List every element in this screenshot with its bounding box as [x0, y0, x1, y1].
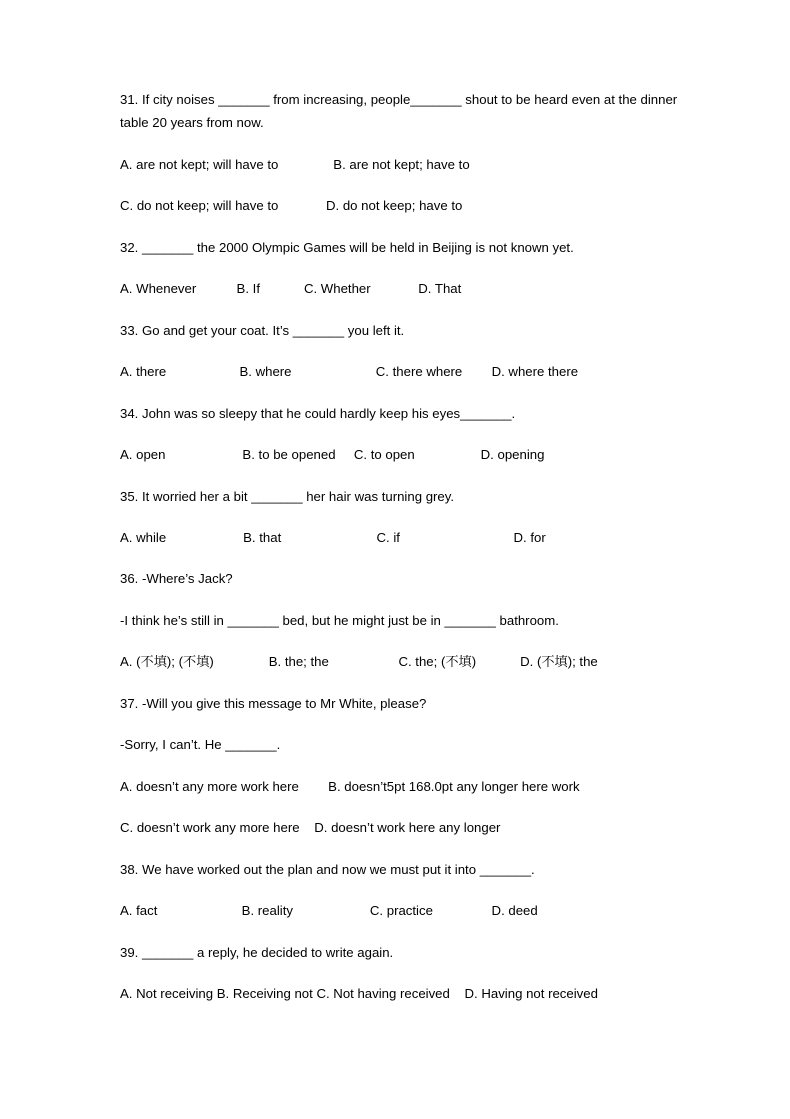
- question-32-options: A. Whenever B. If C. Whether D. That: [120, 281, 462, 297]
- question-39-options: A. Not receiving B. Receiving not C. Not having received D. Having not received: [120, 985, 598, 1001]
- question-36-stem-line-2: -I think he’s still in _______ bed, but he might just be in _______ bathroom.: [120, 612, 559, 628]
- question-33-options: A. there B. where C. there where D. where there: [120, 364, 579, 380]
- question-37: [120, 694, 685, 839]
- question-39-stem: 39. _______ a reply, he decided to write again.: [120, 944, 394, 960]
- question-38: [120, 860, 685, 922]
- question-33: [120, 321, 685, 383]
- question-31: [120, 90, 685, 217]
- question-32-stem: 32. _______ the 2000 Olympic Games will be held in Beijing is not known yet.: [120, 239, 574, 255]
- question-37-options-line-1: A. doesn’t any more work here B. doesn’t5pt 168.0pt any longer here work: [120, 778, 580, 794]
- question-37-options-line-2: C. doesn’t work any more here D. doesn’t work here any longer: [120, 820, 501, 836]
- question-36: [120, 569, 685, 672]
- question-35-stem: 35. It worried her a bit _______ her hair was turning grey.: [120, 488, 455, 504]
- question-39: [120, 943, 685, 1005]
- question-34: [120, 404, 685, 466]
- question-38-stem: 38. We have worked out the plan and now we must put it into _______.: [120, 861, 535, 877]
- question-36-stem-line-1: 36. -Where’s Jack?: [120, 571, 233, 587]
- question-37-stem-line-2: -Sorry, I can’t. He _______.: [120, 737, 281, 753]
- question-37-stem-line-1: 37. -Will you give this message to Mr White, please?: [120, 695, 427, 711]
- question-32: [120, 238, 685, 300]
- question-34-stem: 34. John was so sleepy that he could hardly keep his eyes_______.: [120, 405, 516, 421]
- question-36-options: A. (不填); (不填) B. the; the C. the; (不填) D. (不填); the: [120, 654, 598, 670]
- question-35: [120, 487, 685, 549]
- question-31-options-line-2: C. do not keep; will have to D. do not keep; have to: [120, 198, 463, 214]
- question-38-options: A. fact B. reality C. practice D. deed: [120, 903, 538, 919]
- question-31-stem-line-1: 31. If city noises _______ from increasing, people_______ shout to be heard even at the dinner: [120, 92, 678, 107]
- question-35-options: A. while B. that C. if D. for: [120, 529, 546, 545]
- question-31-options-line-1: A. are not kept; will have to B. are not kept; have to: [120, 156, 470, 172]
- question-34-options: A. open B. to be opened C. to open D. opening: [120, 447, 545, 463]
- question-31-stem-line-2: table 20 years from now.: [120, 115, 264, 131]
- question-33-stem: 33. Go and get your coat. It’s _______ you left it.: [120, 322, 405, 338]
